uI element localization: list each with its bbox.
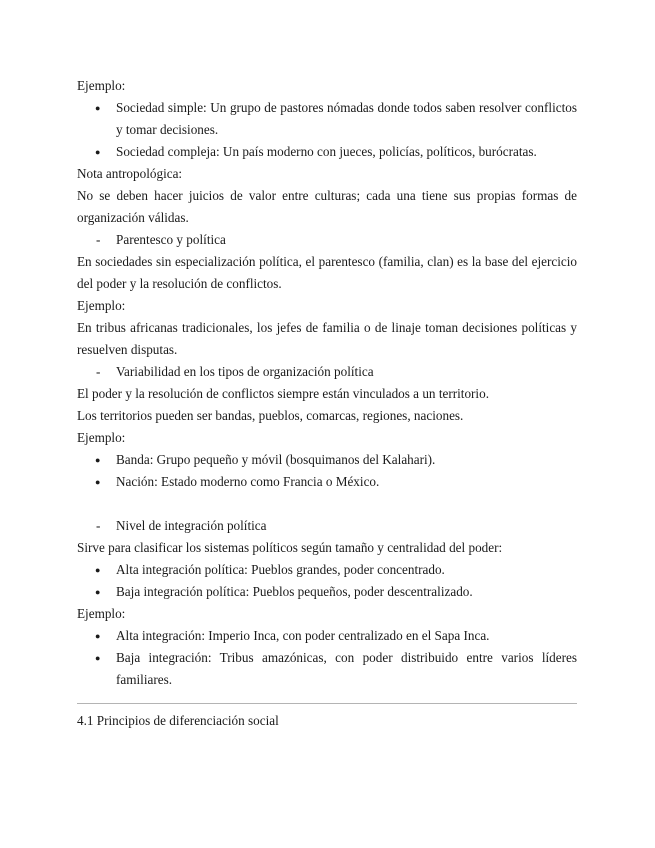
list-item: ● Banda: Grupo pequeño y móvil (bosquimanos del Kalahari). [116,449,577,471]
integracion-heading [77,515,577,537]
list-item: ● Sociedad simple: Un grupo de pastores nómadas donde todos saben resolver conflictos y tomar decisiones. [116,97,577,141]
society-examples-list [77,97,577,163]
parentesco-text: En sociedades sin especialización política, el parentesco (familia, clan) es la base del ejercicio del poder y la resolución de conflictos. [77,254,577,291]
list-item: ● Nación: Estado moderno como Francia o México. [116,471,577,493]
section-heading: 4.1 Principios de diferenciación social [77,713,279,728]
nota-label: Nota antropológica: [77,166,183,181]
list-item: ● Alta integración: Imperio Inca, con poder centralizado en el Sapa Inca. [116,625,577,647]
variabilidad-text-2: Los territorios pueden ser bandas, pueblos, comarcas, regiones, naciones. [77,408,464,423]
list-item: ● Baja integración política: Pueblos pequeños, poder descentralizado. [116,581,577,603]
ejemplo-label: Ejemplo: [77,78,126,93]
ejemplo-label: Ejemplo: [77,606,126,621]
list-item: ● Sociedad compleja: Un país moderno con jueces, policías, políticos, burócratas. [116,141,577,163]
blank-line [77,493,577,515]
variabilidad-heading-text: Variabilidad en los tipos de organización política [116,364,374,379]
document-page [77,75,577,732]
ejemplo-label: Ejemplo: [77,430,126,445]
integracion-heading-text: Nivel de integración política [116,518,267,533]
list-item: ● Baja integración: Tribus amazónicas, con poder distribuido entre varios líderes familiares. [116,647,577,691]
integration-examples-list [77,625,577,691]
territory-examples-list [77,449,577,493]
horizontal-divider [77,703,577,704]
nota-text: No se deben hacer juicios de valor entre culturas; cada una tiene sus propias formas de organización válidas. [77,188,577,225]
parentesco-heading [77,229,577,251]
ejemplo-label: Ejemplo: [77,298,126,313]
dash-marker: - [96,364,101,379]
list-item: ● Alta integración política: Pueblos grandes, poder concentrado. [116,559,577,581]
parentesco-example-text: En tribus africanas tradicionales, los jefes de familia o de linaje toman decisiones políticas y resuelven disputas. [77,320,577,357]
variabilidad-text-1: El poder y la resolución de conflictos siempre están vinculados a un territorio. [77,386,489,401]
parentesco-heading-text: Parentesco y política [116,232,226,247]
dash-marker: - [96,232,101,247]
integracion-text: Sirve para clasificar los sistemas políticos según tamaño y centralidad del poder: [77,540,503,555]
dash-marker: - [96,518,101,533]
variabilidad-heading [77,361,577,383]
integration-levels-list [77,559,577,603]
